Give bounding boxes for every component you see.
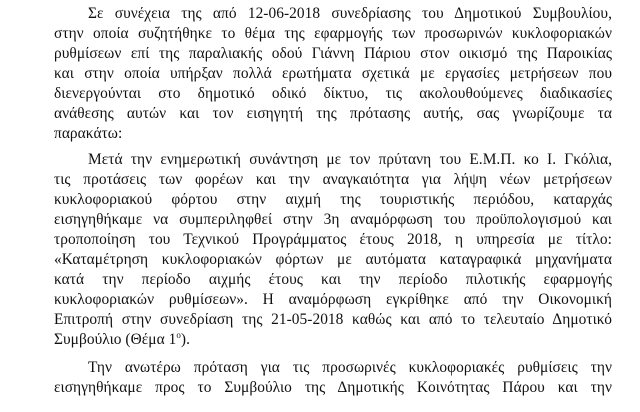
text-line: κυκλοφοριακών ρυθμίσεων». Η αναμόρφωση εγκρίθηκε από την Οικονομική <box>54 291 612 308</box>
text-line: κατά την περίοδο αιχμής έτους και την περίοδο πιλοτικής εφαρμογής <box>54 271 612 288</box>
text-line: παρακάτω: <box>54 125 123 142</box>
text-segment: ). <box>180 331 190 348</box>
text-line: Σε συνέχεια της από 12-06-2018 συνεδρίασης του Δημοτικού Συμβουλίου, <box>88 5 612 22</box>
text-line: διενεργούνται στο δημοτικό οδικό δίκτυο, τις ακολουθούμενες διαδικασίες <box>54 85 612 102</box>
text-line: εισηγηθήκαμε να συμπεριληφθεί στην 3η αναμόρφωση του προϋπολογισμού και <box>54 211 612 228</box>
text-line <box>54 330 612 350</box>
text-line: Επιτροπή στην συνεδρίαση της 21-05-2018 καθώς και από το τελευταίο Δημοτικό <box>54 311 612 328</box>
text-line: τις προτάσεις των φορέων και την αναγκαιότητα για λήψη νέων μετρήσεων <box>54 171 612 188</box>
text-line: στην οποία συζητήθηκε το θέμα της εφαρμογής των προσωρινών κυκλοφοριακών <box>54 25 612 42</box>
text-line: εισηγηθήκαμε προς το Συμβούλιο της Δημοτικής Κοινότητας Πάρου και την <box>54 379 612 396</box>
text-line: ρυθμίσεων επί της παραλιακής οδού Γιάννη Πάριου στον οικισμό της Παροικίας <box>54 45 612 62</box>
text-line: «Καταμέτρηση κυκλοφοριακών φόρτων με αυτόματα καταγραφικά μηχανήματα <box>54 251 612 268</box>
text-line: και στην οποία υπήρξαν πολλά ερωτήματα σχετικά με εργασίες μετρήσεων που <box>54 65 612 82</box>
text-line: κυκλοφοριακού φόρτου στην αιχμή της τουριστικής περιόδου, καταρχάς <box>54 191 612 208</box>
text-line: τροποποίηση του Τεχνικού Προγράμματος έτους 2018, η υπηρεσία με τίτλο: <box>54 231 612 248</box>
superscript: o <box>176 329 181 340</box>
text-line: Μετά την ενημερωτική συνάντηση με τον πρύτανη του Ε.Μ.Π. κο Ι. Γκόλια, <box>88 151 612 168</box>
text-line: ανάθεσης αυτών και τον εισηγητή της πρότασης αυτής, σας γνωρίζουμε τα <box>54 105 612 122</box>
text-segment: Συμβούλιο (Θέμα 1 <box>54 331 177 348</box>
text-line: Την ανωτέρω πρόταση για τις προσωρινές κυκλοφοριακές ρυθμίσεις την <box>88 359 612 376</box>
